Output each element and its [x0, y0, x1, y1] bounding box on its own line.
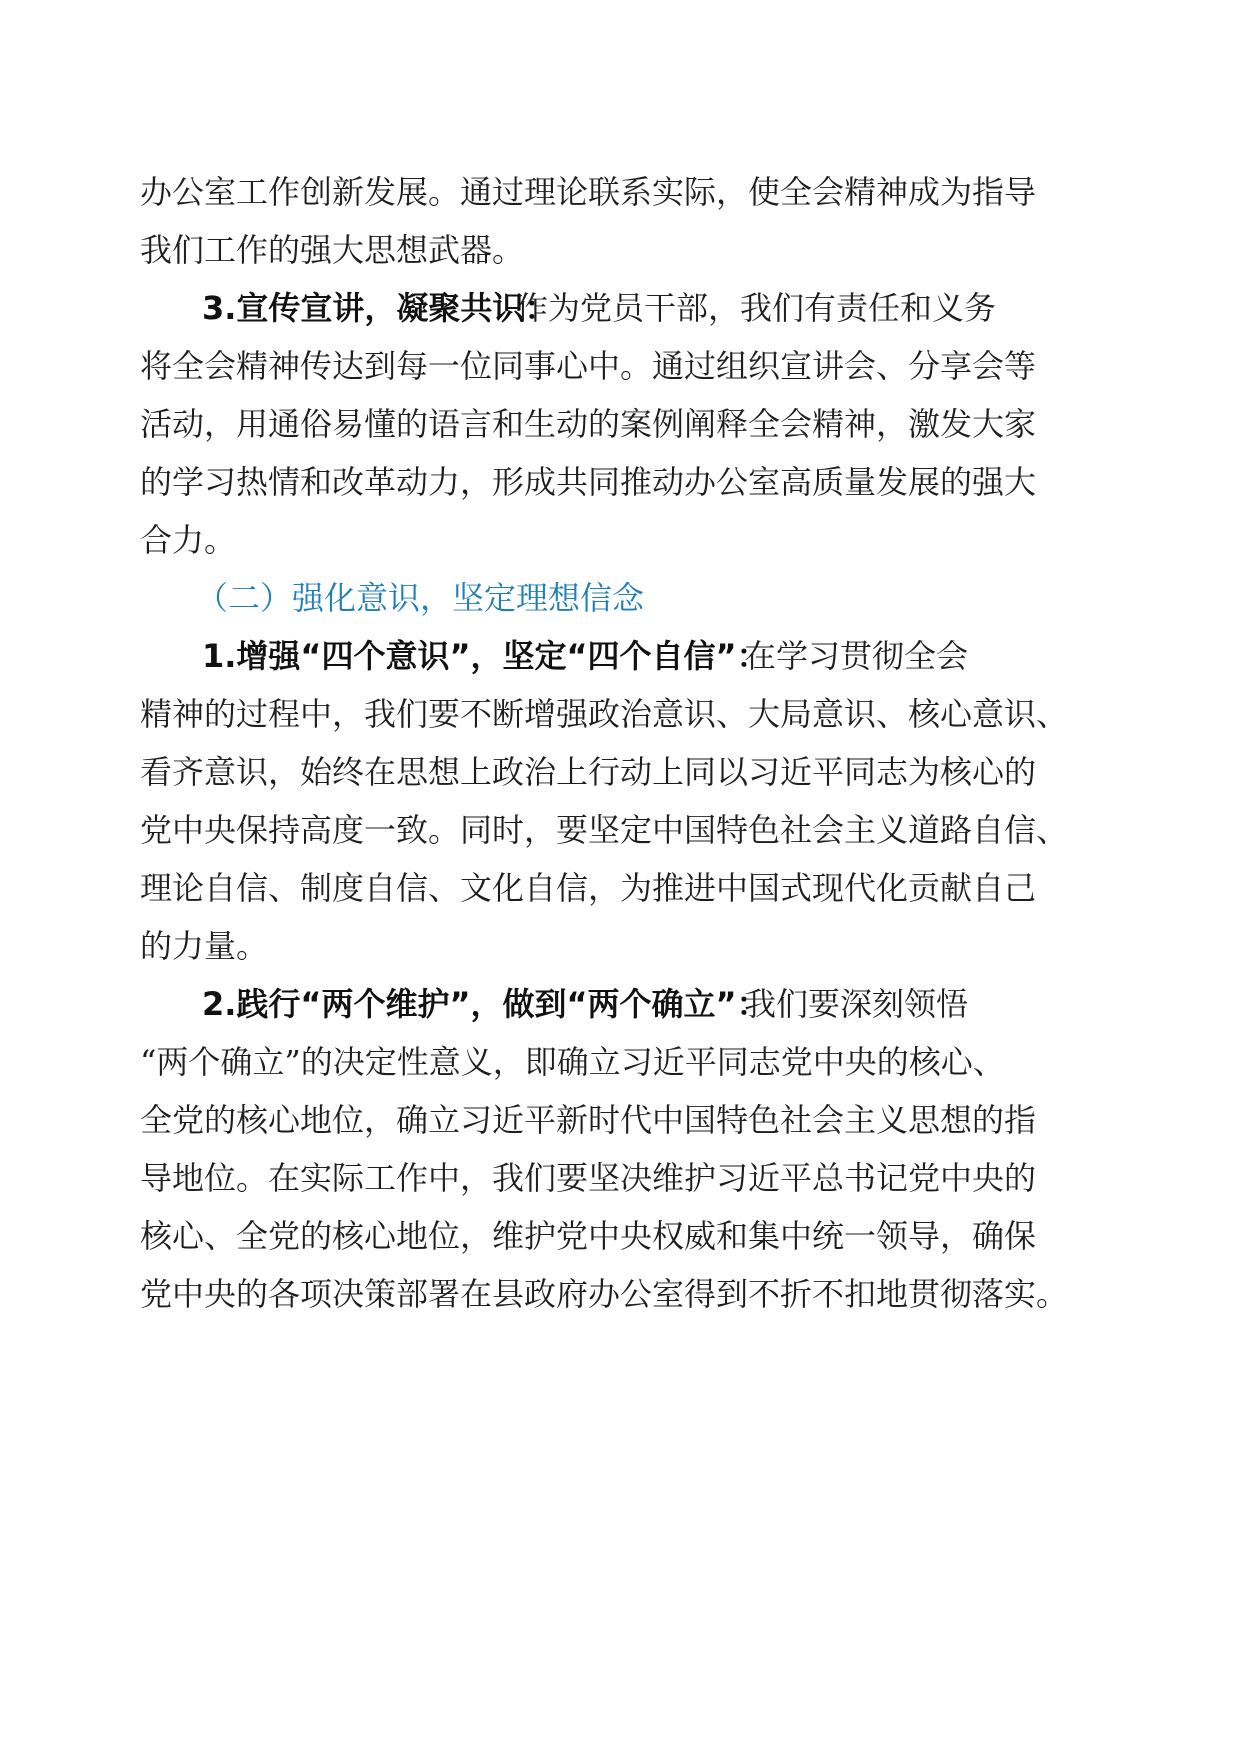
body-line: 合力。: [140, 521, 237, 559]
body-line: 党中央保持高度一致。同时，要坚定中国特色社会主义道路自信、: [140, 811, 1069, 849]
body-line: 导地位。在实际工作中，我们要坚决维护习近平总书记党中央的: [140, 1159, 1037, 1197]
item-lead-3: 3.宣传宣讲，凝聚共识：: [202, 289, 557, 327]
body-line: 办公室工作创新发展。通过理论联系实际，使全会精神成为指导: [140, 173, 1037, 211]
section-heading: （二）强化意识，坚定理想信念: [196, 579, 645, 617]
body-line: 将全会精神传达到每一位同事心中。通过组织宣讲会、分享会等: [140, 347, 1037, 385]
body-line: 我们工作的强大思想武器。: [140, 231, 525, 269]
body-line: 理论自信、制度自信、文化自信，为推进中国式现代化贡献自己: [140, 869, 1037, 907]
body-line: 的力量。: [140, 927, 269, 965]
body-line: 全党的核心地位，确立习近平新时代中国特色社会主义思想的指: [140, 1101, 1037, 1139]
body-line: “两个确立”的决定性意义，即确立习近平同志党中央的核心、: [140, 1043, 1005, 1081]
body-line: 活动，用通俗易懂的语言和生动的案例阐释全会精神，激发大家: [140, 405, 1037, 443]
body-line: 作为党员干部，我们有责任和义务: [516, 289, 997, 327]
body-line: 我们要深刻领悟: [744, 985, 969, 1023]
body-line: 看齐意识，始终在思想上政治上行动上同以习近平同志为核心的: [140, 753, 1037, 791]
body-line: 核心、全党的核心地位，维护党中央权威和集中统一领导，确保: [140, 1217, 1037, 1255]
body-line: 在学习贯彻全会: [744, 637, 969, 675]
body-line: 的学习热情和改革动力，形成共同推动办公室高质量发展的强大: [140, 463, 1037, 501]
body-line: 精神的过程中，我们要不断增强政治意识、大局意识、核心意识、: [140, 695, 1069, 733]
item-lead-1: 1.增强“四个意识”，坚定“四个自信”：: [202, 637, 769, 675]
body-line: 党中央的各项决策部署在县政府办公室得到不折不扣地贯彻落实。: [140, 1275, 1069, 1313]
item-lead-2: 2.践行“两个维护”，做到“两个确立”：: [202, 985, 769, 1023]
